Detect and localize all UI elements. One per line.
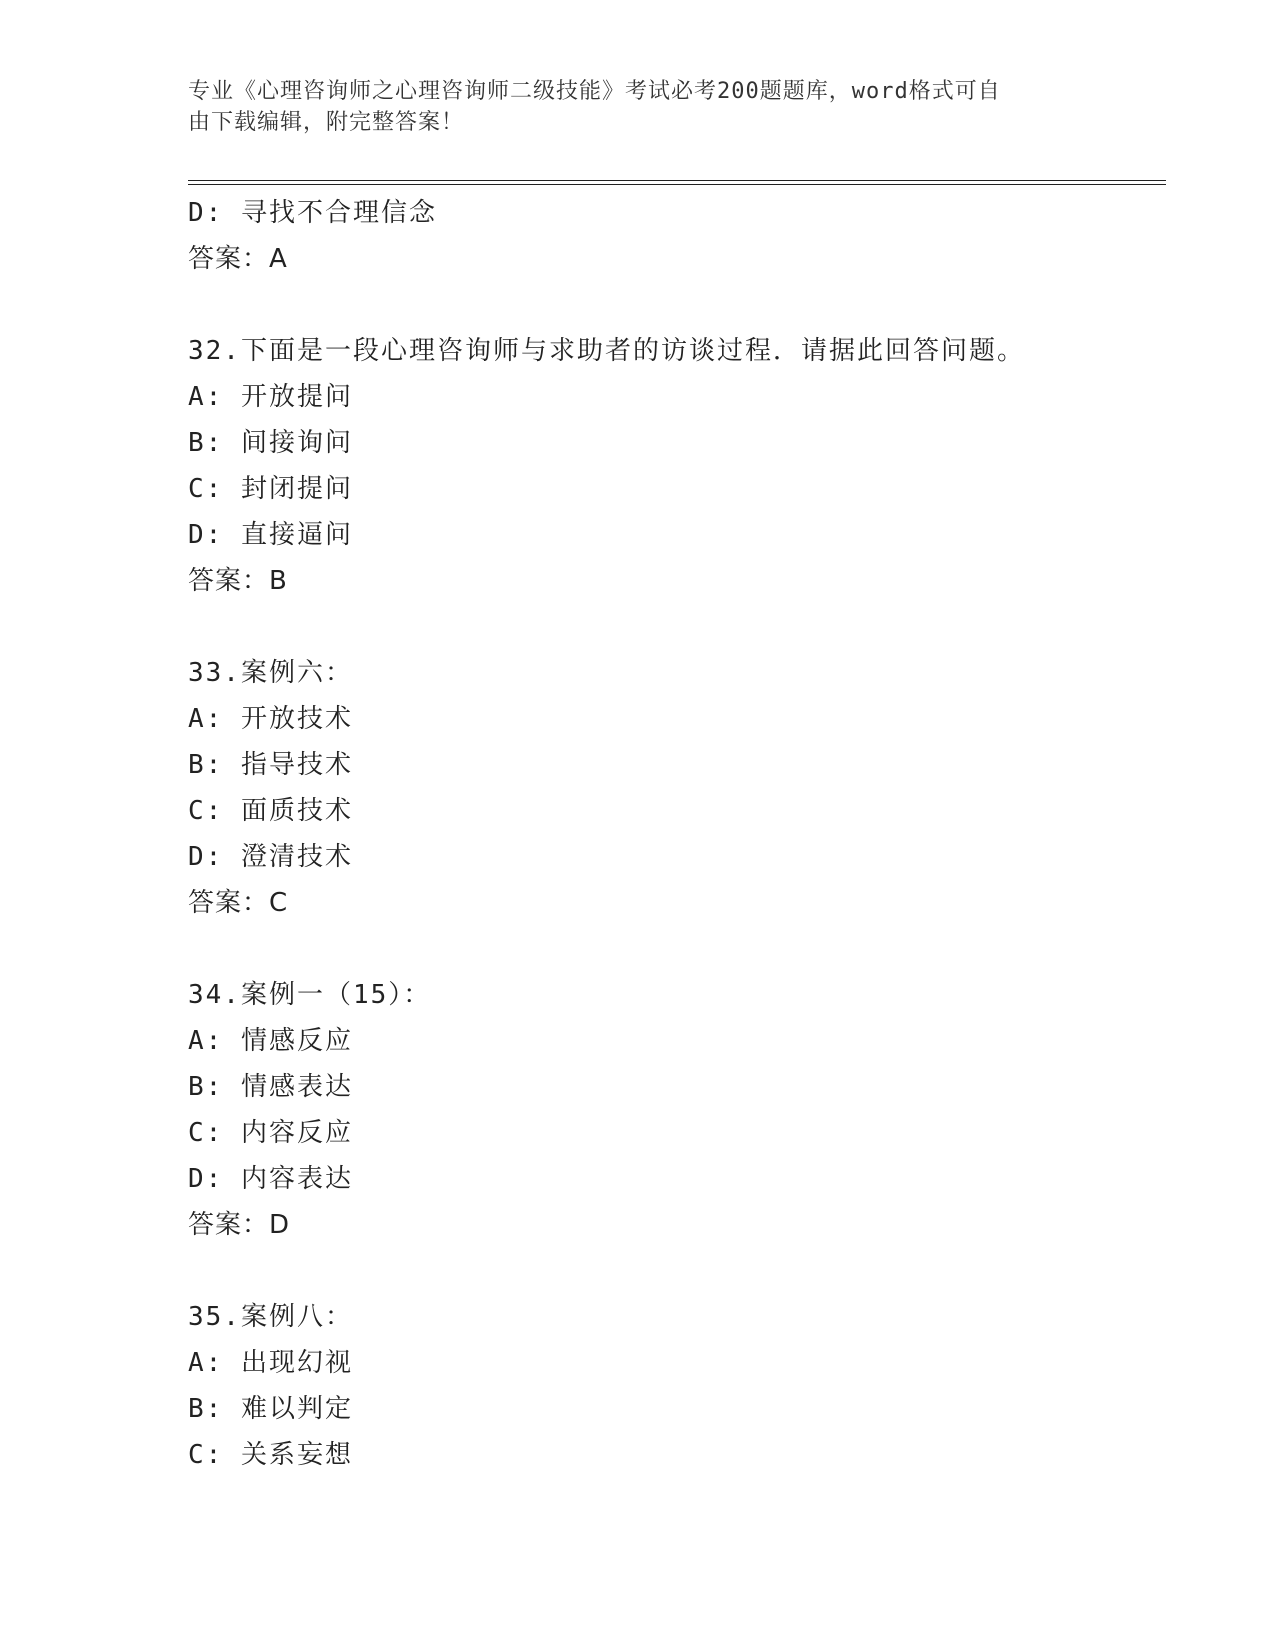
answer-line: 答案：B (188, 566, 288, 596)
spacer (188, 604, 1188, 650)
header-divider-top (188, 180, 1166, 181)
answer-line: 答案：C (188, 888, 289, 918)
option-a: A: 开放技术 (188, 704, 353, 734)
option-d: D: 内容表达 (188, 1164, 353, 1194)
question-stem: 33.案例六： (188, 658, 353, 688)
question-block (188, 328, 1188, 604)
option-b: B: 指导技术 (188, 750, 353, 780)
option-c: C: 面质技术 (188, 796, 353, 826)
document-header (188, 76, 1068, 138)
option-d: D: 澄清技术 (188, 842, 353, 872)
option-c: C: 内容反应 (188, 1118, 353, 1148)
option-d: D: 直接逼问 (188, 520, 353, 550)
spacer (188, 1248, 1188, 1294)
option-b: B: 难以判定 (188, 1394, 353, 1424)
option-a: A: 情感反应 (188, 1026, 353, 1056)
header-line-1: 专业《心理咨询师之心理咨询师二级技能》考试必考200题题库，word格式可自 (188, 79, 1001, 104)
option-c: C: 封闭提问 (188, 474, 353, 504)
option-b: B: 情感表达 (188, 1072, 353, 1102)
header-divider-bottom (188, 184, 1166, 185)
question-block (188, 972, 1188, 1248)
option-c: C: 关系妄想 (188, 1440, 353, 1470)
answer-line: 答案：D (188, 1210, 291, 1240)
question-stem: 34.案例一（15）： (188, 980, 432, 1010)
option-a: A: 出现幻视 (188, 1348, 353, 1378)
question-block (188, 650, 1188, 926)
question-stem: 32.下面是一段心理咨询师与求助者的访谈过程．请据此回答问题。 (188, 336, 1025, 366)
option-a: A: 开放提问 (188, 382, 353, 412)
question-stem: 35.案例八： (188, 1302, 353, 1332)
question-list (188, 190, 1188, 1478)
answer-line: 答案：A (188, 244, 288, 274)
spacer (188, 282, 1188, 328)
question-block (188, 1294, 1188, 1478)
option-d: D: 寻找不合理信念 (188, 198, 437, 228)
option-b: B: 间接询问 (188, 428, 353, 458)
spacer (188, 926, 1188, 972)
header-line-2: 由下载编辑，附完整答案！ (188, 110, 465, 135)
